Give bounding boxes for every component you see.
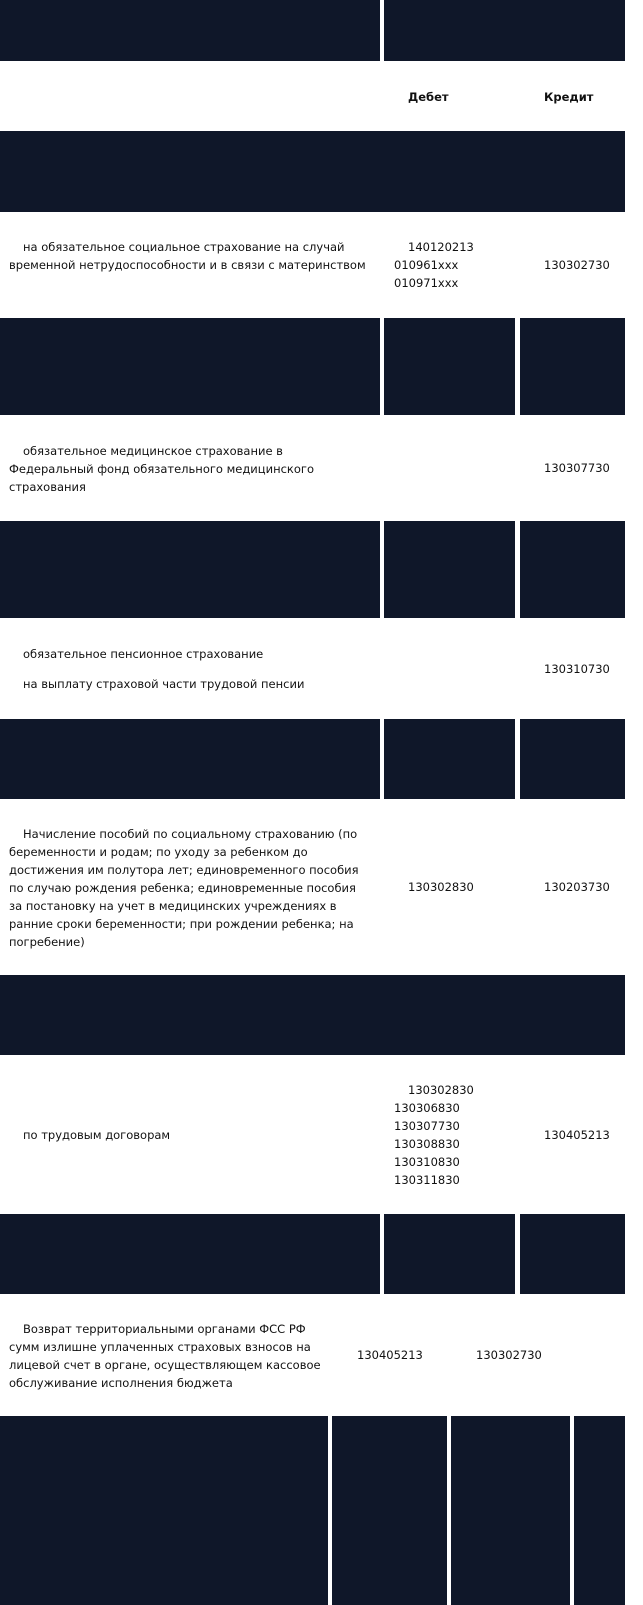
row-4-debit: 130302830 xyxy=(408,880,474,894)
band-7-col2 xyxy=(384,1214,515,1294)
band-7-col1 xyxy=(0,1214,380,1294)
row-1-debit-1: 140120213 xyxy=(408,240,474,254)
row-1-debit-2: 010961xxx xyxy=(394,258,459,272)
row-1-debit xyxy=(394,238,474,292)
row-1-description: на обязательное социальное страхование на случай временной нетрудоспособности и в связи с материнством xyxy=(9,240,366,272)
band-7-col3 xyxy=(520,1214,625,1294)
row-5-debit-2: 130306830 xyxy=(394,1101,460,1115)
row-4-credit: 130203730 xyxy=(544,880,610,894)
top-band-right xyxy=(384,0,625,61)
band-5-col3 xyxy=(520,719,625,799)
row-5-debit-4: 130308830 xyxy=(394,1137,460,1151)
row-5-debit-1: 130302830 xyxy=(408,1083,474,1097)
row-3-description-line1: обязательное пенсионное страхование xyxy=(23,647,264,661)
row-4-description: Начисление пособий по социальному страхованию (по беременности и родам; по уходу за ребенком до достижения им полутора лет; единовременного пособия по случаю рождения ребенка; единовременные пособия за постановку на учет в медицинских учреждениях в ранние сроки беременности; при рождении ребенка; на погребение) xyxy=(9,827,359,949)
row-5-description: по трудовым договорам xyxy=(23,1128,171,1142)
row-2-description: обязательное медицинское страхование в Федеральный фонд обязательного медицинского страхования xyxy=(9,444,314,494)
row-1-credit: 130302730 xyxy=(544,258,610,272)
bottom-band-col3 xyxy=(451,1416,570,1605)
band-4-col1 xyxy=(0,521,380,618)
band-2 xyxy=(0,131,625,212)
band-4-col3 xyxy=(520,521,625,618)
band-3-col2 xyxy=(384,318,515,415)
top-band-left xyxy=(0,0,380,61)
row-3-credit: 130310730 xyxy=(544,662,610,676)
row-6-credit: 130302730 xyxy=(476,1348,542,1362)
bottom-band-col1 xyxy=(0,1416,328,1605)
band-6 xyxy=(0,975,625,1055)
row-5-debit-3: 130307730 xyxy=(394,1119,460,1133)
band-5-col1 xyxy=(0,719,380,799)
row-2-credit: 130307730 xyxy=(544,461,610,475)
row-3-description-line2: на выплату страховой части трудовой пенсии xyxy=(23,677,305,691)
row-5-debit-5: 130310830 xyxy=(394,1155,460,1169)
bottom-band-col2 xyxy=(332,1416,447,1605)
row-5-debit xyxy=(394,1081,474,1189)
row-1-debit-3: 010971xxx xyxy=(394,276,459,290)
debit-header: Дебет xyxy=(408,90,449,104)
band-5-col2 xyxy=(384,719,515,799)
row-5-debit-6: 130311830 xyxy=(394,1173,460,1187)
row-6-debit: 130405213 xyxy=(357,1348,423,1362)
band-4-col2 xyxy=(384,521,515,618)
row-5-credit: 130405213 xyxy=(544,1128,610,1142)
row-6-description: Возврат территориальными органами ФСС РФ сумм излишне уплаченных страховых взносов на лицевой счет в органе, осуществляющем кассовое обслуживание исполнения бюджета xyxy=(9,1322,321,1390)
credit-header: Кредит xyxy=(544,90,594,104)
bottom-band-col4 xyxy=(574,1416,625,1605)
band-3-col1 xyxy=(0,318,380,415)
band-3-col3 xyxy=(520,318,625,415)
